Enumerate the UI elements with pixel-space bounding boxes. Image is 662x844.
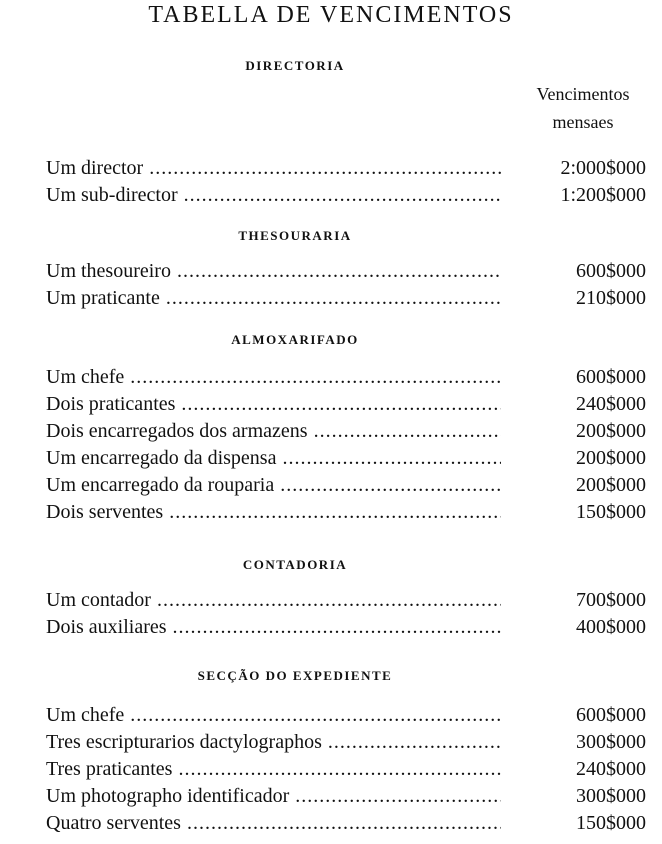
row-value: 240$000 — [576, 758, 646, 780]
table-row — [46, 182, 646, 208]
row-label: Dois auxiliares ..... — [46, 614, 501, 640]
row-value: 300$000 — [576, 785, 646, 807]
row-label: Um contador ..... — [46, 587, 501, 613]
column-header — [505, 80, 661, 136]
row-label: Um praticante ..... — [46, 285, 501, 311]
table-row — [46, 499, 646, 525]
table-row — [46, 587, 646, 613]
row-value: 600$000 — [576, 366, 646, 388]
row-label: Um chefe ..... — [46, 364, 501, 390]
row-value: 300$000 — [576, 731, 646, 753]
column-header-line1: Vencimentos — [536, 84, 630, 104]
table-row — [46, 756, 646, 782]
section-heading-thesouraria: THESOURARIA — [238, 228, 352, 243]
row-label: Tres escripturarios dactylographos ..... — [46, 729, 501, 755]
row-value: 600$000 — [576, 260, 646, 282]
row-label: Um encarregado da rouparia ..... — [46, 472, 501, 498]
section-heading-almoxarifado: ALMOXARIFADO — [231, 332, 359, 347]
row-label: Quatro serventes ..... — [46, 810, 501, 836]
row-label: Dois encarregados dos armazens ..... — [46, 418, 501, 444]
table-row — [46, 810, 646, 836]
table-row — [46, 285, 646, 311]
table-row — [46, 729, 646, 755]
row-label: Um director ..... — [46, 155, 501, 181]
row-value: 1:200$000 — [560, 184, 646, 206]
row-value: 200$000 — [576, 420, 646, 442]
row-value: 200$000 — [576, 474, 646, 496]
row-value: 2:000$000 — [560, 157, 646, 179]
row-value: 700$000 — [576, 589, 646, 611]
section-heading-directoria: DIRECTORIA — [245, 58, 345, 73]
table-row — [46, 445, 646, 471]
row-value: 150$000 — [576, 812, 646, 834]
row-value: 150$000 — [576, 501, 646, 523]
table-row — [46, 258, 646, 284]
section-heading-expediente: SECÇÃO DO EXPEDIENTE — [197, 668, 393, 683]
page-title: TABELLA DE VENCIMENTOS — [148, 2, 514, 28]
row-value: 210$000 — [576, 287, 646, 309]
row-label: Um thesoureiro ..... — [46, 258, 501, 284]
row-label: Um sub-director ..... — [46, 182, 501, 208]
section-heading-contadoria: CONTADORIA — [242, 557, 348, 572]
row-label: Um photographo identificador ..... — [46, 783, 501, 809]
row-value: 600$000 — [576, 704, 646, 726]
column-header-line2: mensaes — [552, 112, 614, 132]
row-value: 200$000 — [576, 447, 646, 469]
row-value: 400$000 — [576, 616, 646, 638]
table-row — [46, 702, 646, 728]
row-label: Um chefe ..... — [46, 702, 501, 728]
table-row — [46, 418, 646, 444]
row-label: Dois serventes ..... — [46, 499, 501, 525]
row-label: Um encarregado da dispensa ..... — [46, 445, 501, 471]
table-row — [46, 155, 646, 181]
table-row — [46, 614, 646, 640]
row-value: 240$000 — [576, 393, 646, 415]
table-row — [46, 783, 646, 809]
row-label: Tres praticantes ..... — [46, 756, 501, 782]
table-row — [46, 391, 646, 417]
table-row — [46, 472, 646, 498]
row-label: Dois praticantes ..... — [46, 391, 501, 417]
table-row — [46, 364, 646, 390]
